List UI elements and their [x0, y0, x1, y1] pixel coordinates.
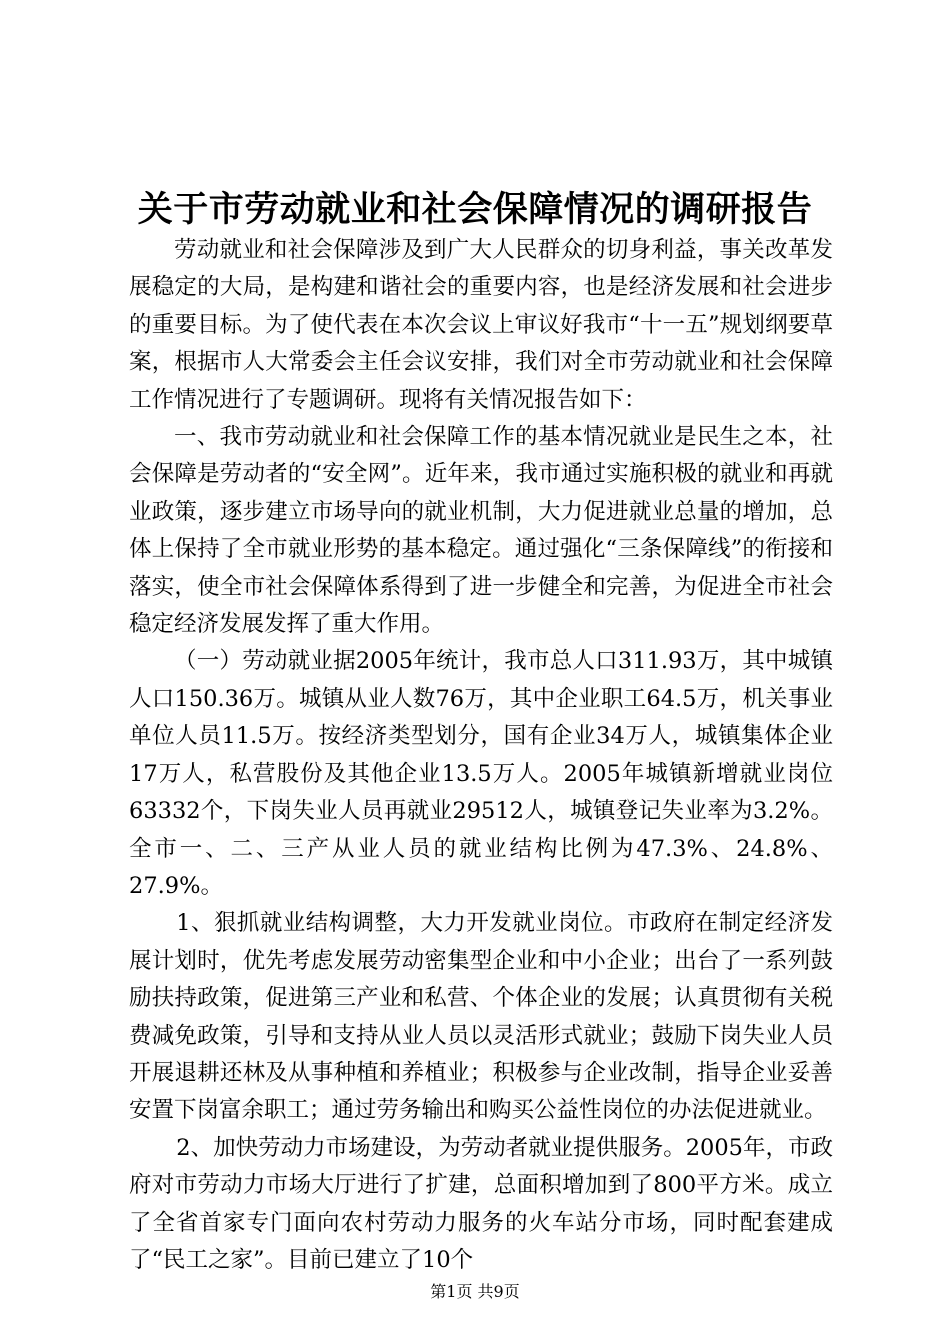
paragraph-labor-employment: （一）劳动就业据2005年统计，我市总人口311.93万，其中城镇人口150.36万。城镇从业人数76万，其中企业职工64.5万，机关事业单位人员11.5万。按经济类型划分，国有企业34万人，城镇集体企业17万人，私营股份及其他企业13.5万人。2005年城镇新增就业岗位63332个，下岗失业人员再就业29512人，城镇登记失业率为3.2%。全市一、二、三产从业人员的就业结构比例为47.3%、24.8%、27.9%。	[129, 648, 833, 899]
document-title: 关于市劳动就业和社会保障情况的调研报告	[137, 190, 813, 230]
paragraph-item-1: 1、狠抓就业结构调整，大力开发就业岗位。市政府在制定经济发展计划时，优先考虑发展劳动密集型企业和中小企业；出台了一系列鼓励扶持政策，促进第三产业和私营、个体企业的发展；认真贯彻有关税费减免政策，引导和支持从业人员以灵活形式就业；鼓励下岗失业人员开展退耕还林及从事种植和养植业；积极参与企业改制，指导企业妥善安置下岗富余职工；通过劳务输出和购买公益性岗位的办法促进就业。	[129, 910, 833, 1124]
paragraph-section-one: 一、我市劳动就业和社会保障工作的基本情况就业是民生之本，社会保障是劳动者的“安全网”。近年来，我市通过实施积极的就业和再就业政策，逐步建立市场导向的就业机制，大力促进就业总量的增加，总体上保持了全市就业形势的基本稳定。通过强化“三条保障线”的衔接和落实，使全市社会保障体系得到了进一步健全和完善，为促进全市社会稳定经济发展发挥了重大作用。	[129, 424, 833, 638]
page-footer: 第1页 共9页	[430, 1282, 520, 1301]
document-body	[129, 232, 833, 1279]
paragraph-intro: 劳动就业和社会保障涉及到广大人民群众的切身利益，事关改革发展稳定的大局，是构建和谐社会的重要内容，也是经济发展和社会进步的重要目标。为了使代表在本次会议上审议好我市“十一五”规划纲要草案，根据市人大常委会主任会议安排，我们对全市劳动就业和社会保障工作情况进行了专题调研。现将有关情况报告如下：	[129, 237, 833, 413]
paragraph-item-2: 2、加快劳动力市场建设，为劳动者就业提供服务。2005年，市政府对市劳动力市场大厅进行了扩建，总面积增加到了800平方米。成立了全省首家专门面向农村劳动力服务的火车站分市场，同时配套建成了“民工之家”。目前已建立了10个	[129, 1134, 833, 1273]
